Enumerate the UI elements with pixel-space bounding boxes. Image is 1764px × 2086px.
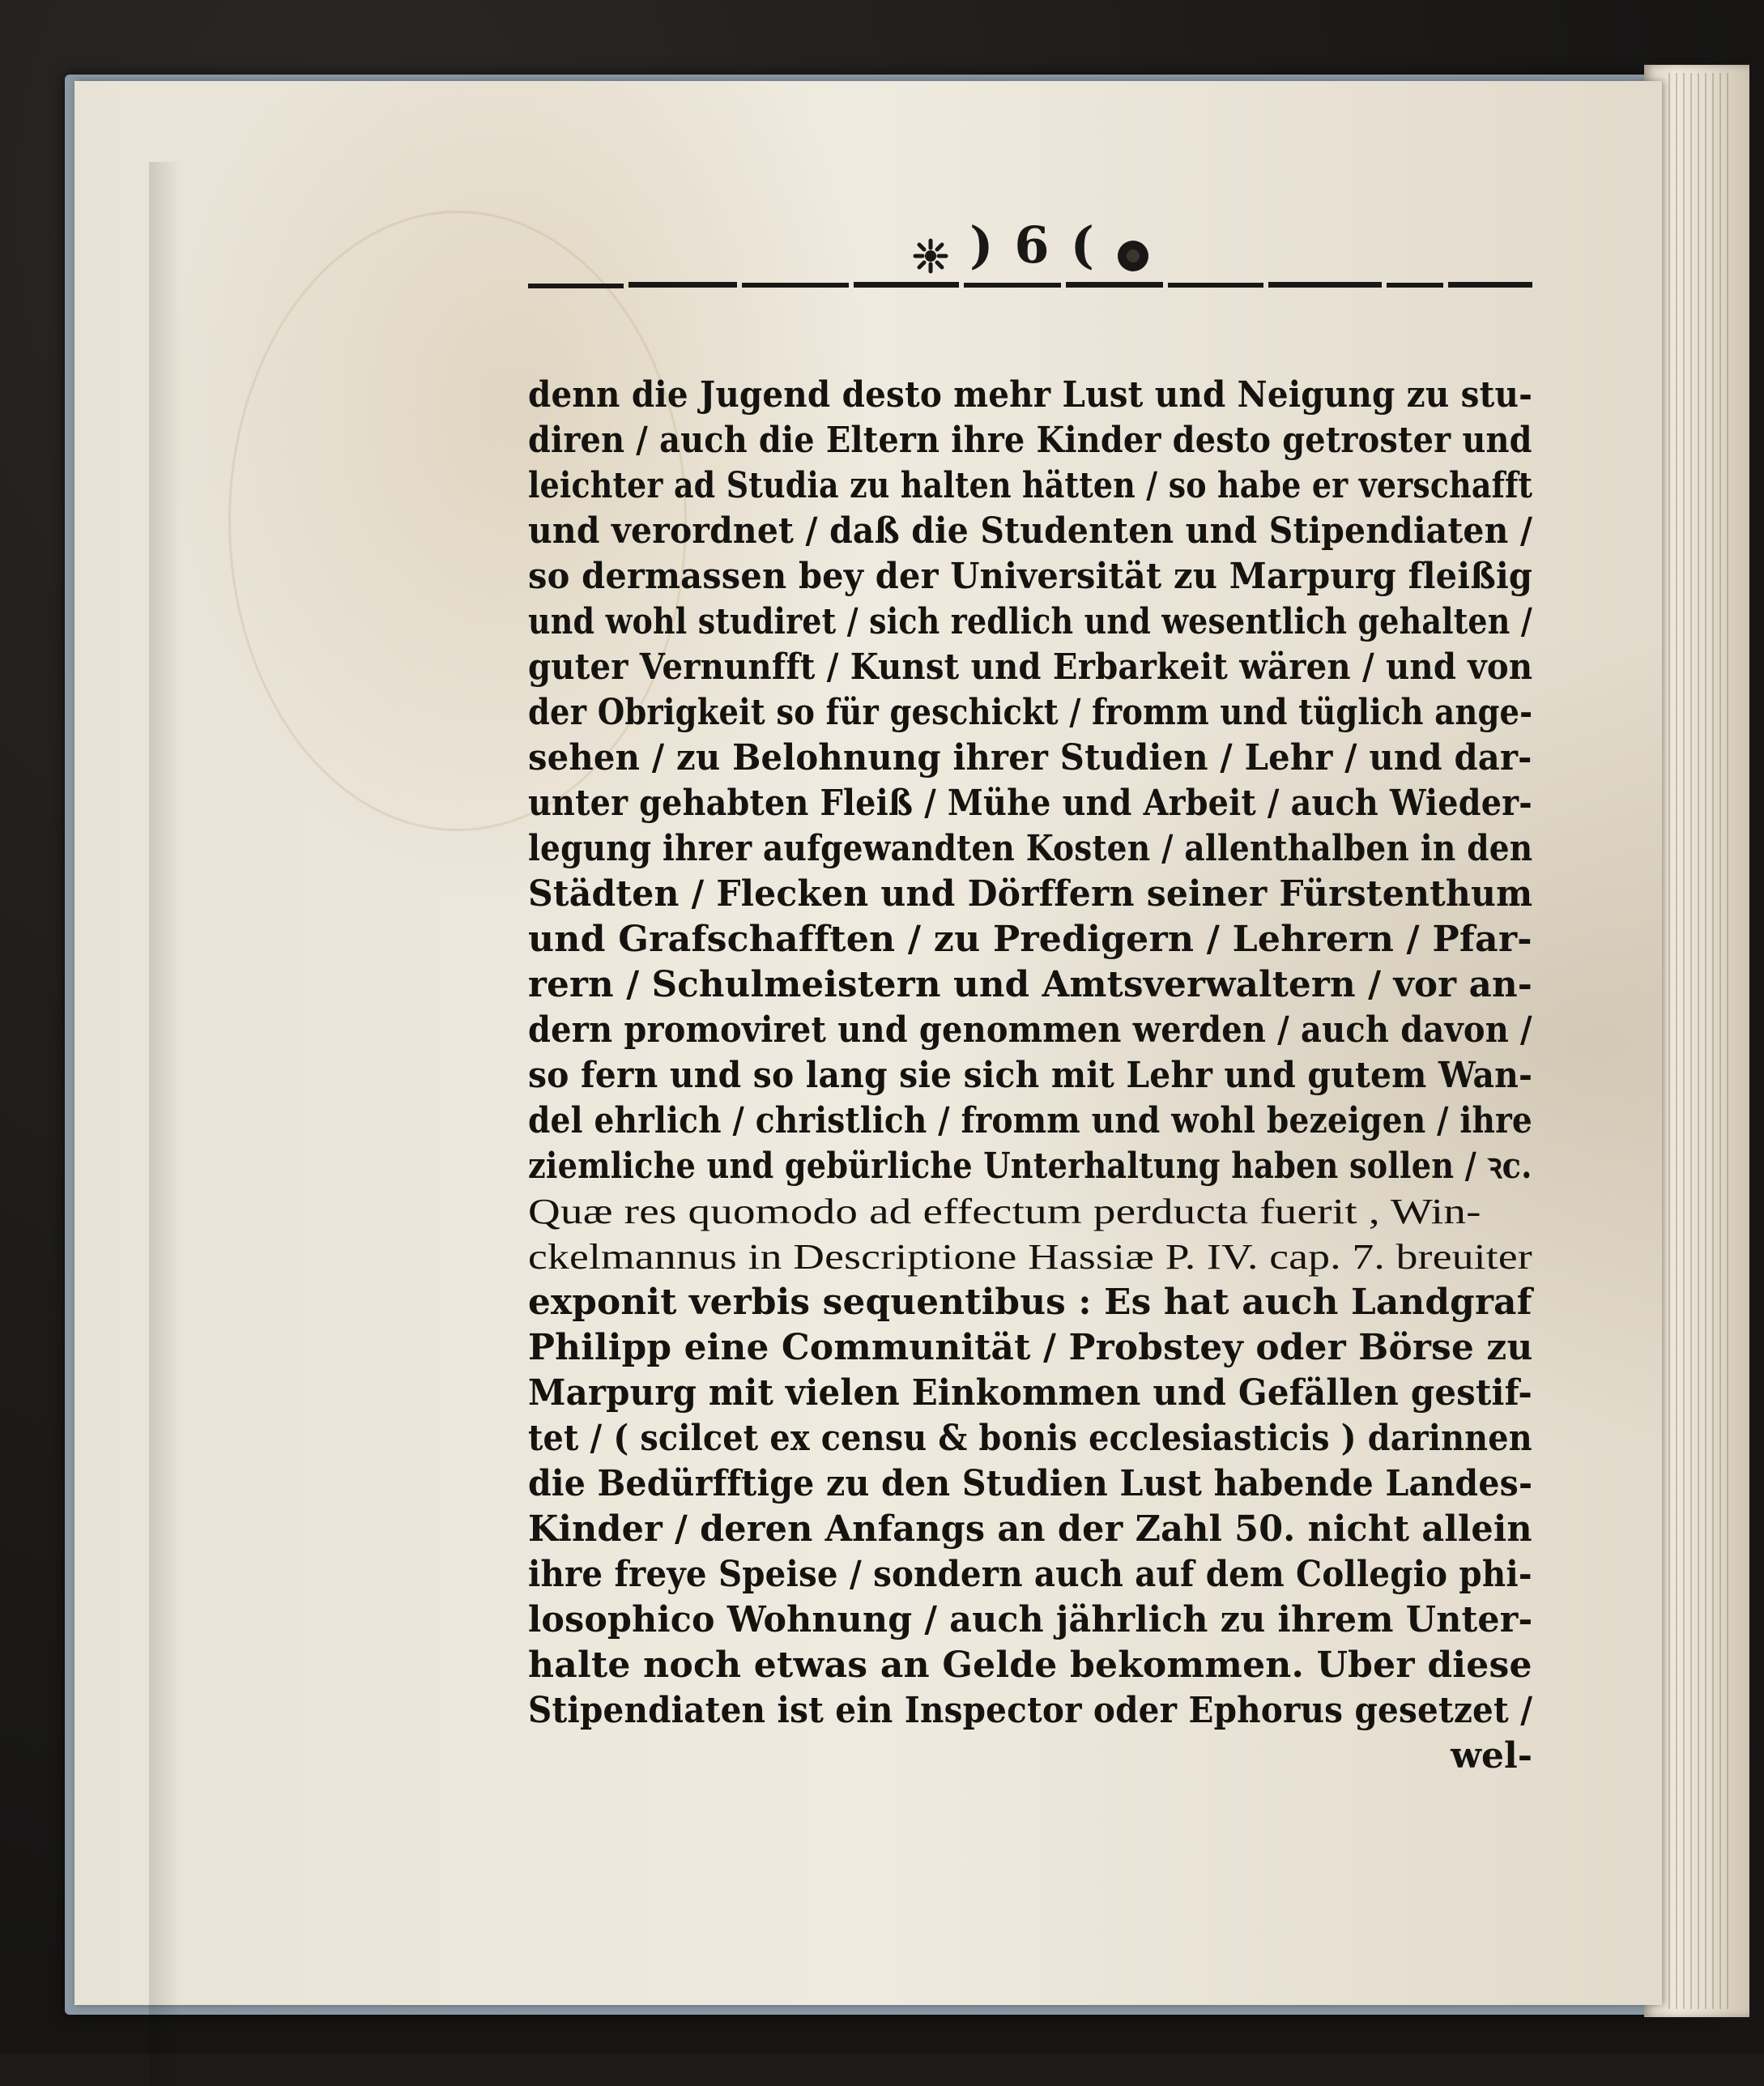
right-paren: ( [1070, 215, 1094, 275]
text-line: diren / auch die Eltern ihre Kinder desto getroster und [528, 420, 1532, 461]
rosette-ornament-icon [1115, 227, 1151, 262]
text-line: Philipp eine Communität / Probstey oder Börse zu [528, 1327, 1533, 1368]
text-line: leichter ad Studia zu halten hätten / so habe er verschafft [528, 465, 1533, 506]
left-paren: ) [969, 215, 994, 275]
text-line: losophico Wohnung / auch jährlich zu ihrem Unter- [528, 1599, 1533, 1640]
catchword: wel- [1451, 1735, 1532, 1777]
text-line: halte noch etwas an Gelde bekommen. Uber diese [528, 1644, 1532, 1686]
spine-shadow [149, 162, 181, 2086]
text-line: ziemliche und gebürliche Unterhaltung haben sollen / ꝛc. [528, 1145, 1532, 1187]
flower-ornament-icon [913, 227, 948, 262]
text-line: unter gehabten Fleiß / Mühe und Arbeit / auch Wieder- [528, 783, 1532, 824]
text-line: denn die Jugend desto mehr Lust und Neigung zu stu- [528, 374, 1533, 416]
text-line: die Bedürfftige zu den Studien Lust habende Landes- [528, 1463, 1533, 1504]
text-line-latin: ckelmannus in Descriptione Hassiæ P. IV. cap. 7. breuiter [528, 1237, 1532, 1277]
text-line: rern / Schulmeistern und Amtsverwaltern / vor an- [528, 964, 1533, 1005]
text-line: guter Vernunfft / Kunst und Erbarkeit wären / und von [528, 646, 1533, 688]
page-number: 6 [1014, 215, 1050, 275]
text-line: ihre freye Speise / sondern auch auf dem Collegio phi- [528, 1554, 1532, 1595]
page-header [528, 212, 1532, 360]
text-line: so fern und so lang sie sich mit Lehr und gutem Wan- [528, 1055, 1533, 1096]
text-line: del ehrlich / christlich / fromm und wohl bezeigen / ihre [528, 1100, 1532, 1141]
text-line: Marpurg mit vielen Einkommen und Gefällen gestif- [528, 1372, 1532, 1414]
text-line: sehen / zu Belohnung ihrer Studien / Lehr / und dar- [528, 737, 1532, 779]
page-number-line [870, 212, 1194, 277]
text-line: tet / ( scilcet ex censu & bonis ecclesiasticis ) darinnen [528, 1418, 1532, 1459]
text-line: Kinder / deren Anfangs an der Zahl 50. nicht allein [528, 1508, 1532, 1550]
text-line: legung ihrer aufgewandten Kosten / allenthalben in den [528, 828, 1533, 869]
text-line: und wohl studiret / sich redlich und wesentlich gehalten / [528, 601, 1532, 642]
text-line: und verordnet / daß die Studenten und Stipendiaten / [528, 510, 1533, 552]
text-line: und Grafschafften / zu Predigern / Lehrern / Pfar- [528, 919, 1532, 960]
text-line: Städten / Flecken und Dörffern seiner Fürstenthum [528, 873, 1533, 915]
header-rule [528, 280, 1532, 290]
text-line: der Obrigkeit so für geschickt / fromm und tüglich ange- [528, 692, 1533, 733]
page-edge-lines [1668, 73, 1733, 2009]
text-line: dern promoviret und genommen werden / auch davon / [528, 1009, 1532, 1051]
text-line: Stipendiaten ist ein Inspector oder Ephorus gesetzet / [528, 1690, 1533, 1731]
text-line: exponit verbis sequentibus : Es hat auch Landgraf [528, 1282, 1532, 1323]
book-page [75, 81, 1662, 2005]
text-line: so dermassen bey der Universität zu Marpurg fleißig [528, 556, 1533, 597]
text-line-latin: Quæ res quomodo ad effectum perducta fuerit , Win- [528, 1192, 1481, 1231]
